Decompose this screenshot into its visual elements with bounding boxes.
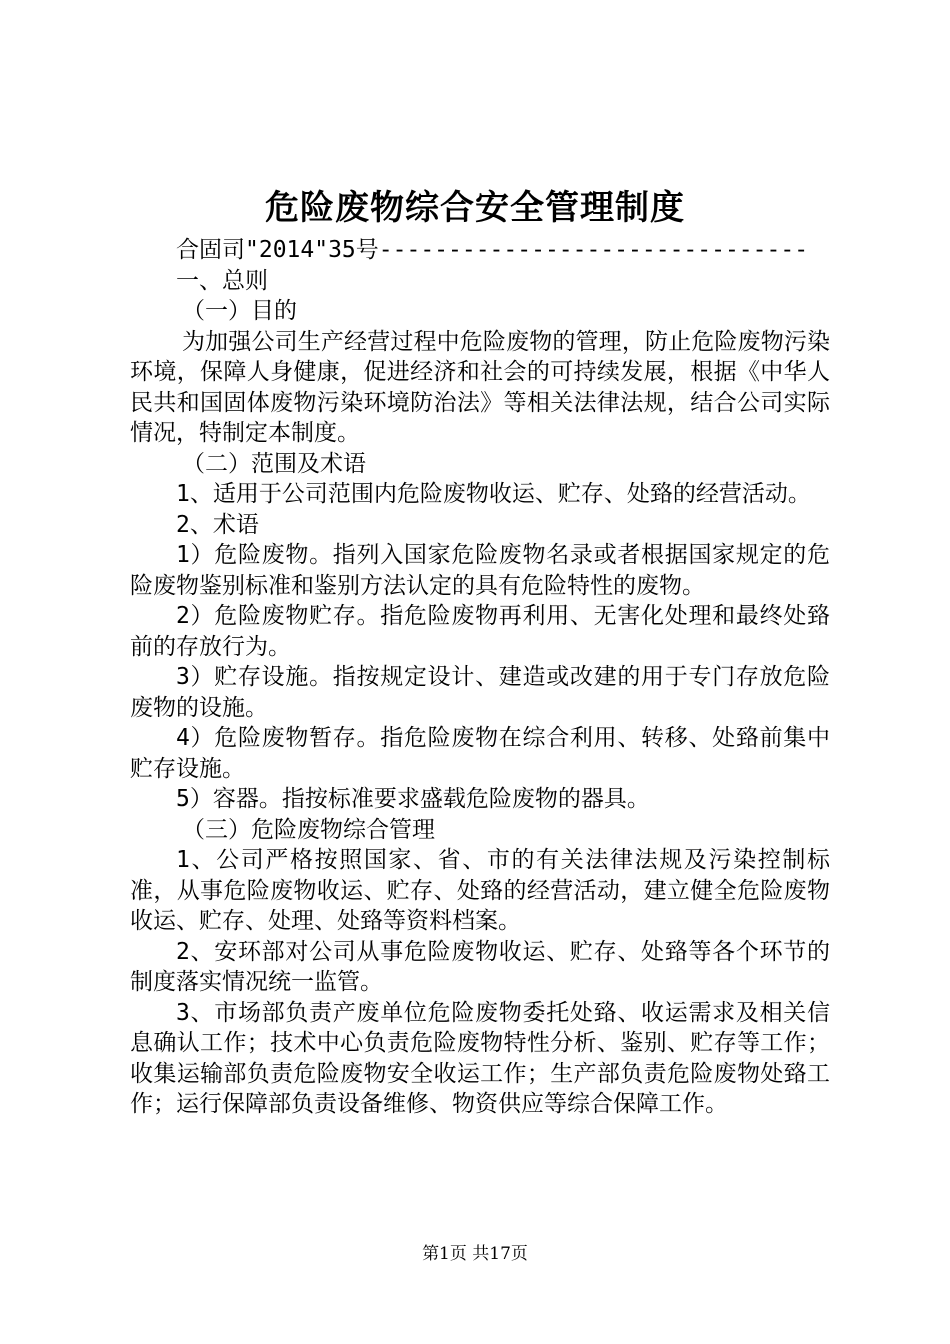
paragraph: 为加强公司生产经营过程中危险废物的管理，防止危险废物污染环境，保障人身健康，促进经济和社会的可持续发展，根据《中华人民共和国固体废物污染环境防治法》等相关法律法规，结合公司实际情况，特制定本制度。 xyxy=(130,328,830,446)
paragraph: （三）危险废物综合管理 xyxy=(182,816,435,843)
paragraph: （二）范围及术语 xyxy=(182,450,366,477)
page-number-footer: 第1页 共17页 xyxy=(422,1244,528,1264)
paragraph: 1）危险废物。指列入国家危险废物名录或者根据国家规定的危险废物鉴别标准和鉴别方法认定的具有危险特性的废物。 xyxy=(130,542,830,599)
paragraph: 4）危险废物暂存。指危险废物在综合利用、转移、处臵前集中贮存设施。 xyxy=(130,725,830,782)
paragraph: （一）目的 xyxy=(182,298,297,324)
paragraph: 3、市场部负责产废单位危险废物委托处臵、收运需求及相关信息确认工作；技术中心负责危险废物特性分析、鉴别、贮存等工作；收集运输部负责危险废物安全收运工作；生产部负责危险废物处臵工作；运行保障部负责设备维修、物资供应等综合保障工作。 xyxy=(130,999,830,1117)
paragraph: 一、总则 xyxy=(176,267,268,294)
document-title: 危险废物综合安全管理制度 xyxy=(265,188,685,228)
document-body xyxy=(130,235,830,1120)
paragraph: 1、公司严格按照国家、省、市的有关法律法规及污染控制标准，从事危险废物收运、贮存、处臵的经营活动，建立健全危险废物收运、贮存、处理、处臵等资料档案。 xyxy=(130,847,830,934)
paragraph: 合固司"2014"35号------------------------------- xyxy=(176,237,809,263)
paragraph: 2、安环部对公司从事危险废物收运、贮存、处臵等各个环节的制度落实情况统一监管。 xyxy=(130,938,830,995)
paragraph: 5）容器。指按标准要求盛载危险废物的器具。 xyxy=(176,786,650,812)
paragraph: 3）贮存设施。指按规定设计、建造或改建的用于专门存放危险废物的设施。 xyxy=(130,664,830,721)
paragraph: 2）危险废物贮存。指危险废物再利用、无害化处理和最终处臵前的存放行为。 xyxy=(130,603,830,660)
paragraph: 1、适用于公司范围内危险废物收运、贮存、处臵的经营活动。 xyxy=(176,481,811,507)
paragraph: 2、术语 xyxy=(176,511,259,538)
